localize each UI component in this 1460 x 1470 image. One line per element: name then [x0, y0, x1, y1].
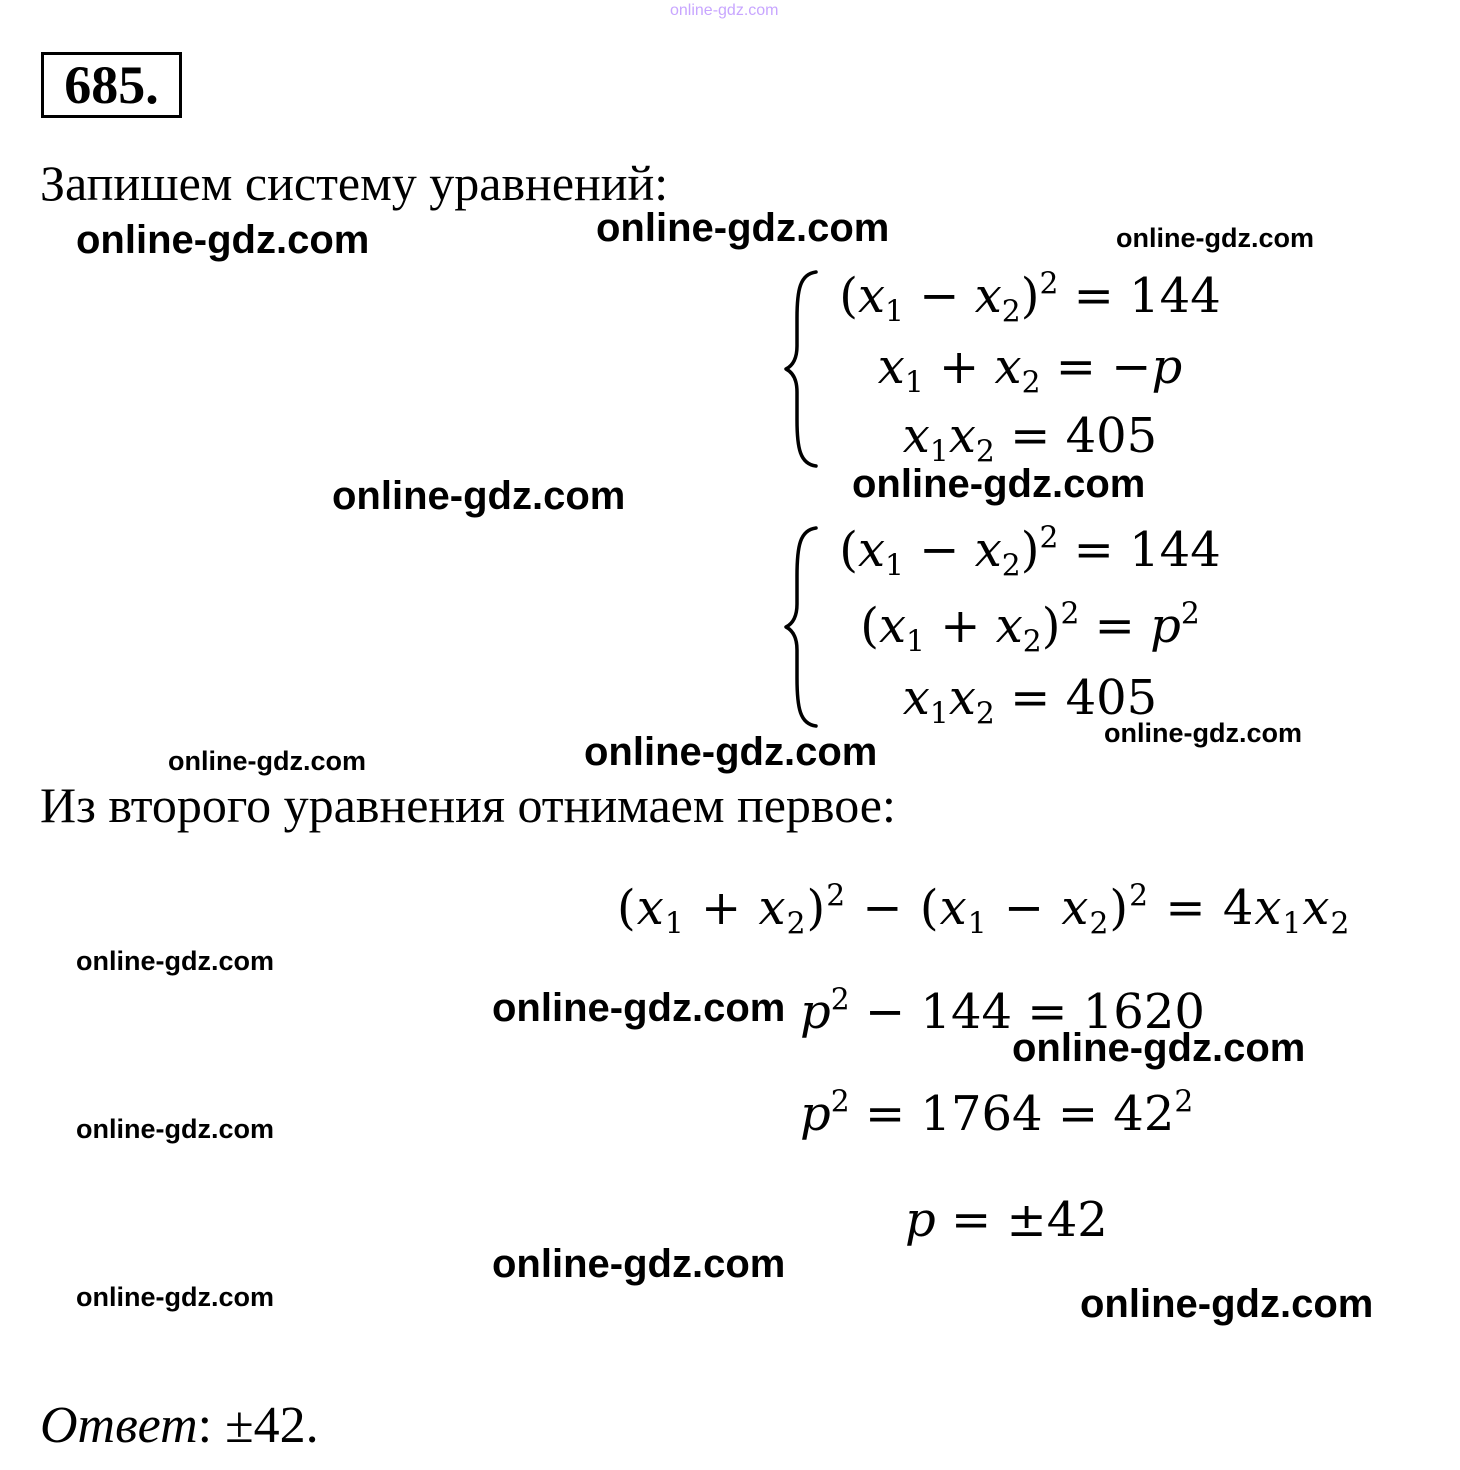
watermark: online-gdz.com — [1012, 1026, 1306, 1070]
intro-text: Запишем систему уравнений: — [40, 155, 669, 211]
system2-eq2: $(x_1 + x_2)^2 = p^2$ — [860, 596, 1200, 660]
watermark: online-gdz.com — [76, 1282, 274, 1312]
watermark: online-gdz.com — [76, 946, 274, 976]
watermark: online-gdz.com — [852, 462, 1146, 506]
system1-eq3: $x_1x_2 = 405$ — [902, 408, 1158, 470]
watermark: online-gdz.com — [332, 474, 626, 518]
calc-line1: $(x_1 + x_2)^2 - (x_1 - x_2)^2 = 4x_1x_2$ — [617, 878, 1351, 942]
watermark: online-gdz.com — [76, 218, 370, 262]
calc-line4: p = ±42 — [905, 1192, 1108, 1248]
system2-eq1: $(x_1 - x_2)^2 = 144$ — [839, 520, 1221, 584]
system1-eq1: $(x_1 - x_2)^2 = 144$ — [839, 266, 1221, 330]
answer-label: Ответ — [40, 1397, 198, 1454]
answer — [40, 1397, 319, 1454]
calc-line2: $p^2 - 144 = 1620$ — [800, 982, 1205, 1040]
subtract-text: Из второго уравнения отнимаем первое: — [40, 777, 896, 833]
watermark: online-gdz.com — [1104, 718, 1302, 748]
problem-number: 685. — [41, 52, 182, 118]
system2-eq3: $x_1x_2 = 405$ — [902, 670, 1158, 732]
watermark: online-gdz.com — [584, 730, 878, 774]
answer-value: : ±42. — [197, 1397, 319, 1454]
watermark-top: online-gdz.com — [670, 2, 779, 19]
watermark: online-gdz.com — [168, 746, 366, 776]
watermark: online-gdz.com — [76, 1114, 274, 1144]
watermark: online-gdz.com — [492, 986, 786, 1030]
system1-eq2: $x_1 + x_2 = -p$ — [877, 339, 1183, 401]
watermark: online-gdz.com — [1080, 1282, 1374, 1326]
watermark: online-gdz.com — [1116, 223, 1314, 253]
watermark: online-gdz.com — [596, 206, 890, 250]
calc-line3: $p^2 = 1764 = 42^2$ — [800, 1084, 1194, 1142]
watermark: online-gdz.com — [492, 1242, 786, 1286]
